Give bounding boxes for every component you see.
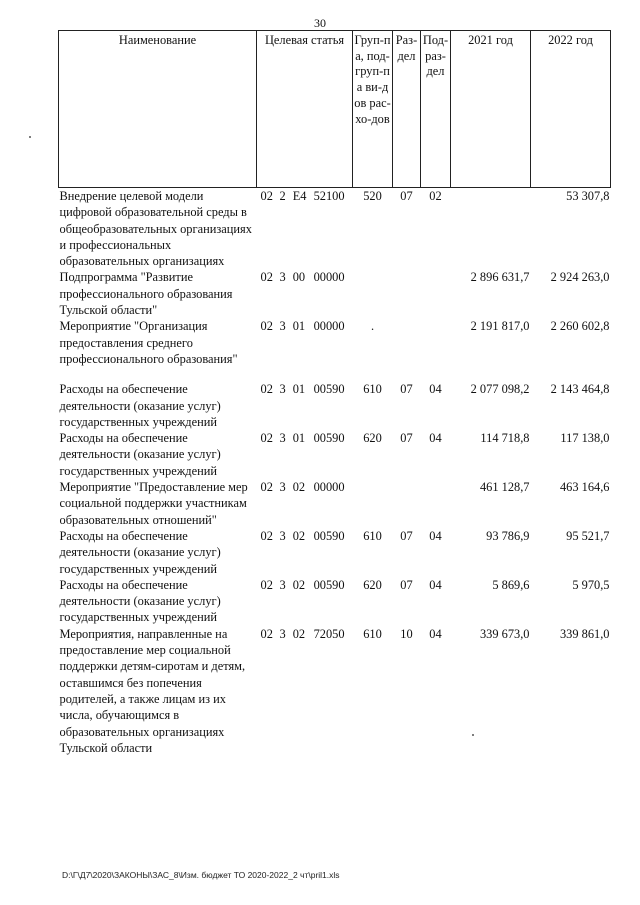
row-amount-2022: 95 521,7 (566, 528, 610, 543)
target-article-part: 02 (292, 626, 306, 641)
row-spacer (59, 367, 611, 381)
row-section: 07 (400, 431, 413, 446)
target-article-parts (258, 381, 352, 397)
target-article-parts (258, 188, 352, 204)
target-article-part: 3 (279, 577, 286, 592)
target-article-part: 02 (260, 528, 273, 543)
target-article-part: 3 (279, 528, 286, 543)
target-article-part: 00590 (313, 577, 345, 592)
target-article-parts (258, 528, 352, 544)
row-subsection (421, 318, 451, 367)
row-target-article (257, 381, 353, 430)
row-target-article (257, 269, 353, 318)
target-article-part: 3 (279, 319, 286, 334)
target-article-part: 02 (260, 577, 273, 592)
row-amount-2022: 53 307,8 (566, 189, 610, 203)
row-amount-2021: 2 896 631,7 (470, 270, 530, 285)
header-target-article: Целевая статья (257, 31, 353, 188)
row-expense-group (353, 479, 393, 528)
row-subsection: 04 (429, 382, 442, 397)
header-expense-group (353, 31, 393, 188)
row-section (393, 479, 421, 528)
row-name: Мероприятия, направленные на предоставление мер социальной поддержки детям-сиротам и детям, оставшимся без попечения родителей, а также лицам из их числа, обучающимся в образовательных организациях Тульской области (59, 626, 246, 755)
row-target-article (257, 577, 353, 626)
scan-speck (29, 136, 31, 138)
table-row (59, 318, 611, 367)
footer-file-path: D:\Г\Д7\2020\ЗАКОНЫ\ЗАС_8\Изм. бюджет ТО 2020-2022_2 чт\pril1.xls (62, 870, 340, 880)
target-article-part: 02 (260, 480, 273, 495)
table-row (59, 577, 611, 626)
row-amount-2022: 2 143 464,8 (550, 382, 610, 397)
target-article-part: 00000 (313, 480, 345, 495)
target-article-part: 3 (279, 480, 286, 495)
row-amount-2022: 2 260 602,8 (550, 319, 610, 334)
row-name: Расходы на обеспечение деятельности (оказание услуг) государственных учреждений (59, 577, 221, 625)
row-name: Мероприятие "Предоставление мер социальной поддержки участникам образовательных отношений" (59, 480, 248, 527)
target-article-part: 01 (292, 319, 306, 334)
row-subsection (421, 269, 451, 318)
row-section: 07 (400, 528, 413, 543)
row-amount-2021: 339 673,0 (479, 626, 530, 641)
target-article-part: 3 (279, 626, 286, 641)
row-subsection: 04 (429, 577, 442, 592)
header-year-2021: 2021 год (451, 31, 531, 188)
row-amount-2021: 93 786,9 (486, 528, 530, 543)
target-article-part: 02 (260, 189, 273, 203)
target-article-part: 3 (279, 431, 286, 446)
target-article-part: 72050 (313, 626, 345, 641)
row-expense-group: 610 (363, 626, 382, 641)
target-article-parts (258, 318, 352, 334)
row-subsection: 04 (429, 528, 442, 543)
target-article-parts (258, 479, 352, 495)
target-article-part: 00590 (313, 431, 345, 446)
row-spacer-cell (59, 367, 611, 381)
row-expense-group: 620 (363, 577, 382, 592)
target-article-part: 00 (292, 270, 306, 285)
budget-table (58, 30, 611, 756)
target-article-part: 01 (292, 431, 306, 446)
target-article-part: 00590 (313, 528, 345, 543)
row-amount-2021: 461 128,7 (479, 480, 530, 495)
row-section: 07 (400, 577, 413, 592)
table-row (59, 269, 611, 318)
row-target-article (257, 479, 353, 528)
target-article-part: 02 (292, 480, 306, 495)
target-article-part: 00000 (313, 319, 345, 334)
target-article-part: 01 (292, 382, 306, 397)
target-article-part: 3 (279, 382, 286, 397)
target-article-part: 02 (292, 577, 306, 592)
table-row (59, 479, 611, 528)
row-amount-2021: 2 077 098,2 (470, 382, 530, 397)
target-article-part: 02 (260, 270, 273, 285)
row-name: Расходы на обеспечение деятельности (оказание услуг) государственных учреждений (59, 382, 221, 429)
row-amount-2021: 5 869,6 (492, 577, 530, 592)
row-target-article (257, 430, 353, 479)
table-row (59, 528, 611, 577)
row-amount-2022: 339 861,0 (559, 626, 610, 641)
row-section: 07 (400, 189, 413, 203)
target-article-parts (258, 430, 352, 446)
target-article-parts (258, 269, 352, 285)
row-expense-group: 520 (363, 189, 382, 203)
table-header-row (59, 31, 611, 188)
page-number: 30 (314, 16, 326, 30)
scan-speck (472, 734, 474, 736)
row-expense-group: 610 (363, 528, 382, 543)
target-article-part: 02 (260, 382, 273, 397)
row-section: 10 (400, 626, 413, 641)
target-article-part: 02 (260, 319, 273, 334)
header-section (393, 31, 421, 188)
header-year-2022: 2022 год (531, 31, 611, 188)
table-row (59, 430, 611, 479)
target-article-part: 02 (260, 431, 273, 446)
target-article-part: 2 (279, 189, 286, 203)
row-target-article (257, 188, 353, 270)
row-amount-2021 (451, 188, 531, 270)
target-article-part: 00000 (313, 270, 345, 285)
row-name: Подпрограмма "Развитие профессионального образования Тульской области" (59, 270, 233, 318)
row-name: Внедрение целевой модели цифровой образовательной среды в общеобразовательных организациях и профессиональных образовательных организациях (59, 189, 252, 269)
target-article-parts (258, 577, 352, 593)
header-subsection-text: Под-раз-дел (422, 33, 449, 79)
row-expense-group: . (370, 319, 375, 334)
target-article-part: 02 (292, 528, 306, 543)
row-subsection: 04 (429, 626, 442, 641)
row-section (393, 269, 421, 318)
table-row (59, 188, 611, 270)
row-section: 07 (400, 382, 413, 397)
row-target-article (257, 318, 353, 367)
row-name: Расходы на обеспечение деятельности (оказание услуг) государственных учреждений (59, 431, 221, 478)
row-target-article (257, 626, 353, 756)
row-name: Расходы на обеспечение деятельности (оказание услуг) государственных учреждений (59, 528, 221, 576)
target-article-parts (258, 626, 352, 642)
row-expense-group: 610 (363, 382, 382, 397)
row-subsection (421, 479, 451, 528)
row-amount-2022: 2 924 263,0 (550, 270, 610, 285)
row-section (393, 318, 421, 367)
row-amount-2022: 5 970,5 (572, 577, 610, 592)
table-body (59, 188, 611, 757)
row-expense-group (353, 269, 393, 318)
target-article-part: E4 (292, 189, 307, 203)
table-row (59, 626, 611, 756)
row-amount-2022: 463 164,6 (559, 480, 610, 495)
header-section-text: Раз-дел (395, 33, 418, 63)
target-article-part: 00590 (313, 382, 345, 397)
row-target-article (257, 528, 353, 577)
row-expense-group: 620 (363, 431, 382, 446)
header-expense-group-text: Груп-па, под-груп-па ви-дов рас-хо-дов (354, 33, 391, 126)
row-amount-2021: 114 718,8 (480, 431, 530, 446)
target-article-part: 3 (279, 270, 286, 285)
table-row (59, 381, 611, 430)
row-amount-2022: 117 138,0 (560, 431, 610, 446)
row-subsection: 04 (429, 431, 442, 446)
row-name: Мероприятие "Организация предоставления среднего профессионального образования" (59, 319, 238, 366)
target-article-part: 02 (260, 626, 273, 641)
header-subsection (421, 31, 451, 188)
row-subsection: 02 (429, 189, 442, 203)
row-amount-2021: 2 191 817,0 (470, 319, 530, 334)
header-name: Наименование (59, 31, 257, 188)
target-article-part: 52100 (313, 189, 345, 203)
